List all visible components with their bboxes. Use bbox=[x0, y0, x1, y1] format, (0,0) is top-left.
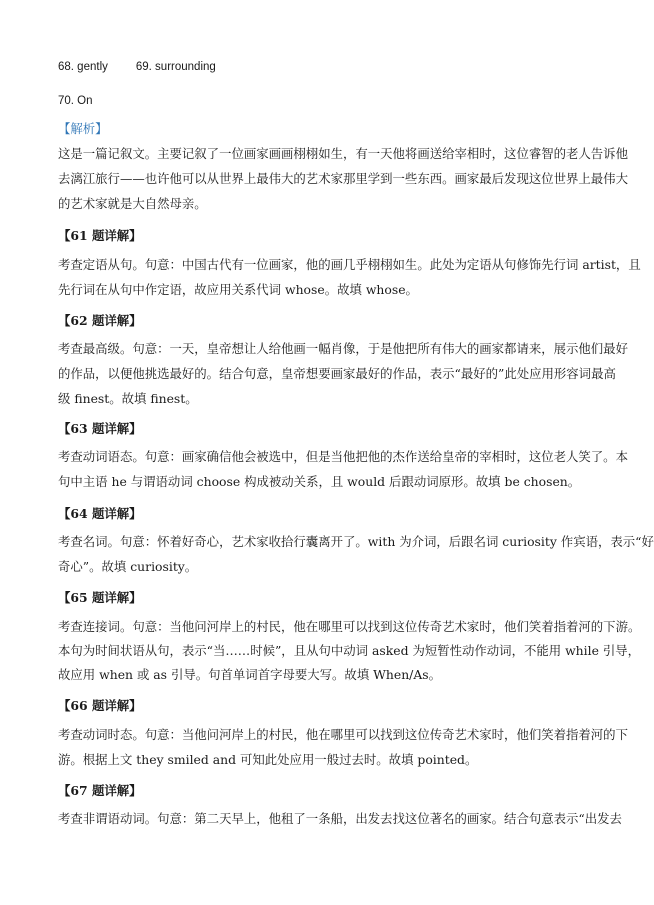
section-heading-65: 【65 题详解】 bbox=[58, 590, 142, 605]
section-65-line: 本句为时间状语从句，表示“当……时候”，且从句中动词 asked 为短暂性动作动词，不能用 while 引导， bbox=[58, 643, 641, 658]
summary-line: 这是一篇记叙文。主要记叙了一位画家画画栩栩如生，有一天他将画送给宰相时，这位睿智的老人告诉他 bbox=[58, 146, 628, 161]
section-61-line: 考查定语从句。句意：中国古代有一位画家，他的画几乎栩栩如生。此处为定语从句修饰先行词 artist，且 bbox=[58, 257, 641, 272]
section-65-line: 故应用 when 或 as 引导。句首单词首字母要大写。故填 When/As。 bbox=[58, 667, 442, 682]
section-62-line: 级 finest。故填 finest。 bbox=[58, 391, 198, 406]
section-62-line: 的作品，以便他挑选最好的。结合句意，皇帝想要画家最好的作品，表示“最好的”此处应用形容词最高 bbox=[58, 366, 616, 381]
section-61-line: 先行词在从句中作定语，故应用关系代词 whose。故填 whose。 bbox=[58, 282, 418, 297]
section-heading-66: 【66 题详解】 bbox=[58, 698, 142, 713]
section-heading-62: 【62 题详解】 bbox=[58, 313, 142, 328]
section-64-line: 考查名词。句意：怀着好奇心，艺术家收拾行囊离开了。with 为介词，后跟名词 curiosity 作宾语，表示“好 bbox=[58, 534, 654, 549]
answer-70: 70. On bbox=[58, 95, 93, 107]
summary-line: 的艺术家就是大自然母亲。 bbox=[58, 196, 207, 211]
section-66-line: 考查动词时态。句意：当他问河岸上的村民，他在哪里可以找到这位传奇艺术家时，他们笑着指着河的下 bbox=[58, 727, 628, 742]
section-heading-64: 【64 题详解】 bbox=[58, 506, 142, 521]
section-62-line: 考查最高级。句意：一天，皇帝想让人给他画一幅肖像，于是他把所有伟大的画家都请来，展示他们最好 bbox=[58, 341, 628, 356]
answer-69: 69. surrounding bbox=[135, 61, 216, 73]
section-63-line: 句中主语 he 与谓语动词 choose 构成被动关系，且 would 后跟动词原形。故填 be chosen。 bbox=[58, 474, 581, 489]
section-65-line: 考查连接词。句意：当他问河岸上的村民，他在哪里可以找到这位传奇艺术家时，他们笑着指着河的下游。 bbox=[58, 619, 641, 634]
analysis-label: 【解析】 bbox=[58, 121, 108, 136]
answer-68: 68. gently bbox=[58, 61, 108, 73]
section-63-line: 考查动词语态。句意：画家确信他会被选中，但是当他把他的杰作送给皇帝的宰相时，这位老人笑了。本 bbox=[58, 449, 628, 464]
section-heading-63: 【63 题详解】 bbox=[58, 421, 142, 436]
section-heading-67: 【67 题详解】 bbox=[58, 783, 142, 798]
summary-line: 去漓江旅行——也许他可以从世界上最伟大的艺术家那里学到一些东西。画家最后发现这位世界上最伟大 bbox=[58, 171, 628, 186]
section-64-line: 奇心”。故填 curiosity。 bbox=[58, 559, 198, 574]
answer-row-68-69 bbox=[58, 59, 588, 75]
section-heading-61: 【61 题详解】 bbox=[58, 228, 142, 243]
section-67-line: 考查非谓语动词。句意：第二天早上，他租了一条船，出发去找这位著名的画家。结合句意表示“出发去 bbox=[58, 811, 622, 826]
section-66-line: 游。根据上文 they smiled and 可知此处应用一般过去时。故填 pointed。 bbox=[58, 752, 478, 767]
